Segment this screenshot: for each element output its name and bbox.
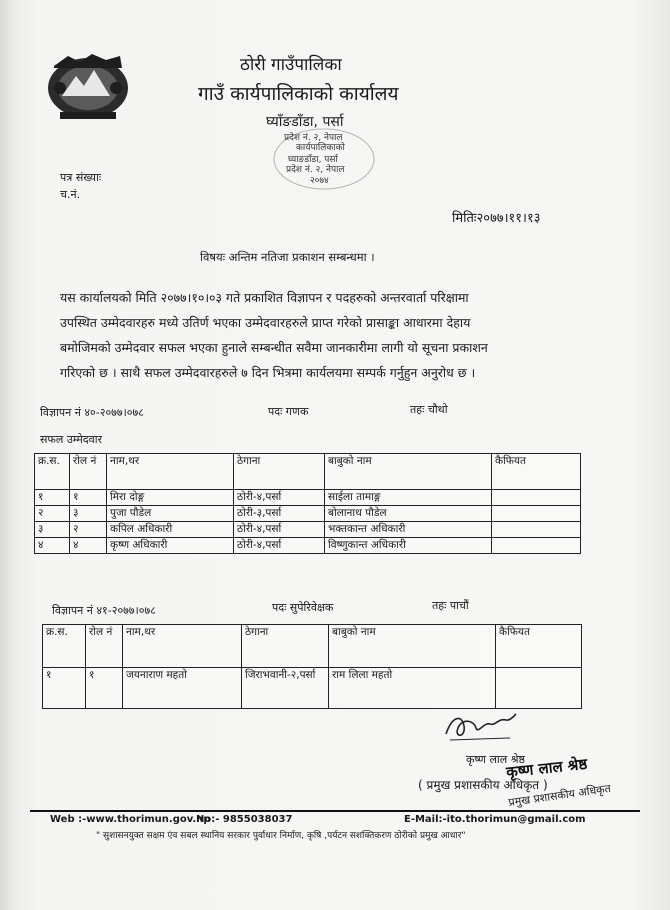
nepal-emblem-icon	[40, 46, 136, 126]
footer-motto: " सुशासनयुक्त सक्षम एंव सबल स्थानिय सरकार पुर्वाधार निर्माण, कृषि ,पर्यटन सशक्तिकरण ठोरीको प्रमुख आधार"	[96, 831, 466, 841]
seal-title: प्रमुख प्रशासकीय अधिकृत	[507, 781, 612, 810]
col-father-name: बाबुको नाम	[329, 625, 496, 668]
ad1-results-table	[34, 453, 581, 554]
cell: २	[35, 506, 70, 522]
cell: साईला तामाङ्ग	[325, 490, 492, 506]
col-name: नाम,थर	[123, 625, 242, 668]
footer-web: Web :-www.thorimun.gov.np	[50, 814, 211, 825]
cell: १	[35, 490, 70, 506]
municipality-name: ठोरी गाउँपालिका	[240, 55, 342, 75]
cell: ठोरी-४,पर्सा	[234, 538, 325, 554]
ad1-number: विज्ञापन नं ४०-२०७७।०७८	[40, 406, 144, 419]
cell: मिरा दोङ्ग	[107, 490, 234, 506]
table-row	[35, 538, 581, 554]
body-line: गरिएको छ । साथै सफल उम्मेदवारहरुले ७ दिन भित्रमा कार्यलयमा सम्पर्क गर्नुहुन अनुरोध छ ।	[60, 365, 476, 380]
stamp-line: प्रदेश नं. २, नेपाल	[284, 133, 343, 143]
table-header-row	[35, 454, 581, 490]
col-serial: क्र.स.	[35, 454, 70, 490]
cell	[492, 522, 581, 538]
ad1-post: पदः गणक	[268, 405, 309, 418]
cell	[492, 490, 581, 506]
cell: भक्तकान्त अधिकारी	[325, 522, 492, 538]
ad1-level: तहः चौथो	[410, 403, 448, 416]
office-name: गाउँ कार्यपालिकाको कार्यालय	[198, 83, 399, 105]
cell: कृष्ण अधिकारी	[107, 538, 234, 554]
cell: ३	[70, 506, 107, 522]
table-row	[35, 506, 581, 522]
cell	[492, 538, 581, 554]
ad2-post: पदः सुपेरिवेक्षक	[272, 601, 334, 614]
cell: राम लिला महतो	[329, 668, 496, 709]
cell: जयनाराण महतो	[123, 668, 242, 709]
cell: कपिल अधिकारी	[107, 522, 234, 538]
col-address: ठेगाना	[242, 625, 329, 668]
col-name: नाम,थर	[107, 454, 234, 490]
footer-email: E-Mail:-ito.thorimun@gmail.com	[404, 814, 586, 825]
cell: पुजा पौडेल	[107, 506, 234, 522]
body-line: यस कार्यालयको मिति २०७७।१०।०३ गते प्रकाशित विज्ञापन र पदहरुको अन्तरवार्ता परिक्षामा	[60, 290, 469, 305]
footer-phone: No:- 9855038037	[196, 814, 293, 825]
signatory-name: कृष्ण लाल श्रेष्ठ	[466, 753, 525, 766]
office-address: घ्याँङडाँडा, पर्सा	[266, 114, 344, 130]
col-remarks: कैफियत	[496, 625, 582, 668]
col-remarks: कैफियत	[492, 454, 581, 490]
cell	[492, 506, 581, 522]
dispatch-number-label: च.नं.	[60, 188, 81, 201]
cell: १	[86, 668, 123, 709]
letter-number-label: पत्र संख्याः	[60, 171, 102, 184]
stamp-line: कार्यपालिकाको	[296, 143, 345, 153]
letter-date: मितिः२०७७।११।१३	[452, 211, 541, 226]
ad2-level: तहः पाचौं	[432, 599, 469, 612]
cell: ४	[70, 538, 107, 554]
letter-subject: विषयः अन्तिम नतिजा प्रकाशन सम्बन्धमा ।	[200, 250, 375, 264]
ad2-results-table	[42, 624, 582, 709]
table-row	[43, 668, 582, 709]
col-address: ठेगाना	[234, 454, 325, 490]
col-serial: क्र.स.	[43, 625, 86, 668]
col-roll: रोल नं	[70, 454, 107, 490]
cell: १	[70, 490, 107, 506]
cell: ३	[35, 522, 70, 538]
body-line: उपस्थित उम्मेदवारहरु मध्ये उतिर्ण भएका उम्मेदवारहरुले प्राप्त गरेको प्रासाङ्का आधारमा देहाय	[60, 315, 471, 330]
signatory-title: ( प्रमुख प्रशासकीय अधिकृत )	[418, 778, 548, 792]
col-father-name: बाबुको नाम	[325, 454, 492, 490]
table-row	[35, 490, 581, 506]
cell: बोलानाथ पौडेल	[325, 506, 492, 522]
signature-scrawl-icon	[440, 708, 520, 744]
col-roll: रोल नं	[86, 625, 123, 668]
cell: ठोरी-४,पर्सा	[234, 490, 325, 506]
body-line: बमोजिमको उम्मेदवार सफल भएका हुनाले सम्बन्धीत सवैमा जानकारीमा लागी यो सूचना प्रकाशन	[60, 340, 488, 355]
table-header-row	[43, 625, 582, 668]
footer-divider	[30, 810, 640, 812]
cell: जिराभवानी-२,पर्सा	[242, 668, 329, 709]
office-stamp	[270, 125, 378, 193]
stamp-line: २०७४	[310, 176, 329, 186]
ad1-successful-label: सफल उम्मेदवार	[40, 433, 103, 446]
cell: ठोरी-४,पर्सा	[234, 522, 325, 538]
stamp-line: प्रदेश नं. २, नेपाल	[286, 165, 345, 175]
cell: २	[70, 522, 107, 538]
stamp-line: घ्याङडाँडा, पर्सा	[288, 155, 338, 165]
ad2-number: विज्ञापन नं ४१-२०७७।०७८	[52, 604, 156, 617]
cell: ४	[35, 538, 70, 554]
cell: १	[43, 668, 86, 709]
table-row	[35, 522, 581, 538]
cell: ठोरी-३,पर्सा	[234, 506, 325, 522]
cell	[496, 668, 582, 709]
seal-name: कृष्ण लाल श्रेष्ठ	[505, 754, 589, 782]
cell: विष्णुकान्त अधिकारी	[325, 538, 492, 554]
